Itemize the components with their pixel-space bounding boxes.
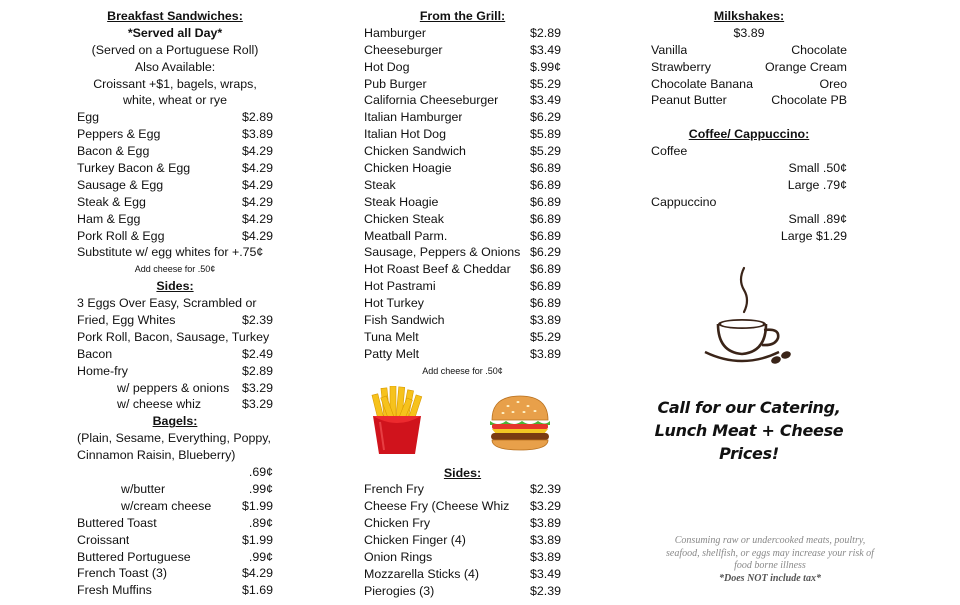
served-all-day: *Served all Day* xyxy=(127,25,223,40)
menu-item: Steak & Egg $4.29 xyxy=(77,194,273,209)
menu-item: Chicken Sandwich $5.29 xyxy=(364,144,561,159)
flavor-row: Vanilla Chocolate xyxy=(651,42,847,57)
menu-item: Italian Hamburger $6.29 xyxy=(364,110,561,125)
coffee-large: Large .79¢ xyxy=(787,177,847,192)
menu-item: Egg $2.89 xyxy=(77,110,273,125)
warning-line-1: Consuming raw or undercooked meats, poultry, xyxy=(674,535,866,546)
menu-item: Cheeseburger $3.49 xyxy=(364,42,561,57)
substitute-note: Substitute w/ egg whites for +.75¢ xyxy=(77,245,264,260)
flavor-row: Strawberry Orange Cream xyxy=(651,59,847,74)
menu-item: Chicken Steak $6.89 xyxy=(364,211,561,226)
bagels-title: Bagels: xyxy=(152,414,198,429)
menu-item: Mozzarella Sticks (4) $3.49 xyxy=(364,566,561,581)
catering-line-1: Call for our Catering, xyxy=(657,398,841,417)
menu-item: Fresh Muffins $1.69 xyxy=(77,583,273,598)
menu-item: French Toast (3) $4.29 xyxy=(77,566,273,581)
catering-line-3: Prices! xyxy=(719,444,779,463)
menu-item: Patty Melt $3.89 xyxy=(364,346,561,361)
bagel-types-1: (Plain, Sesame, Everything, Poppy, xyxy=(77,431,271,446)
menu-item: Chicken Finger (4) $3.89 xyxy=(364,533,561,548)
coffee-cup-icon xyxy=(702,266,798,374)
milkshakes-title: Milkshakes: xyxy=(713,9,785,23)
menu-item: Sausage & Egg $4.29 xyxy=(77,177,273,192)
menu-item: w/butter .99¢ xyxy=(121,481,273,496)
menu-item: Home-fry $2.89 xyxy=(77,363,273,378)
breakfast-title: Breakfast Sandwiches: xyxy=(107,9,243,23)
warning-line-3: food borne illness xyxy=(734,560,806,571)
add-cheese-note: Add cheese for .50¢ xyxy=(134,264,216,275)
breakfast-column xyxy=(77,8,273,599)
menu-item: Ham & Egg $4.29 xyxy=(77,211,273,226)
menu-item: Onion Rings $3.89 xyxy=(364,550,561,565)
coffee-label: Coffee xyxy=(651,144,688,159)
menu-item: .69¢ xyxy=(248,465,273,480)
tax-note: *Does NOT include tax* xyxy=(719,572,821,584)
cappuccino-label: Cappuccino xyxy=(651,194,717,209)
drinks-column xyxy=(651,8,847,244)
grill-title: From the Grill: xyxy=(419,9,506,23)
menu-item: Croissant $1.99 xyxy=(77,532,273,547)
food-illustrations xyxy=(364,380,561,465)
cappuccino-large: Large $1.29 xyxy=(780,228,847,243)
menu-item: Fish Sandwich $3.89 xyxy=(364,313,561,328)
menu-item: Fried, Egg Whites $2.39 xyxy=(77,313,273,328)
sides-title: Sides: xyxy=(443,465,482,480)
menu-item: Peppers & Egg $3.89 xyxy=(77,127,273,142)
add-cheese-note: Add cheese for .50¢ xyxy=(422,365,503,376)
menu-item: Hot Roast Beef & Cheddar $6.89 xyxy=(364,262,561,277)
menu-item: w/ cheese whiz $3.29 xyxy=(117,397,273,412)
warning-line-2: seafood, shellfish, or eggs may increase your risk of xyxy=(666,547,874,559)
milkshake-price: $3.89 xyxy=(733,25,765,40)
menu-item: Sausage, Peppers & Onions $6.29 xyxy=(364,245,561,260)
menu-item: w/ peppers & onions $3.29 xyxy=(117,380,273,395)
menu-item: Turkey Bacon & Egg $4.29 xyxy=(77,161,273,176)
flavor-row: Peanut Butter Chocolate PB xyxy=(651,93,847,108)
menu-item: Pierogies (3) $2.39 xyxy=(364,583,561,598)
flavor-row: Chocolate Banana Oreo xyxy=(651,76,847,91)
menu-item: California Cheeseburger $3.49 xyxy=(364,93,561,108)
menu-item: Hamburger $2.89 xyxy=(364,25,561,40)
menu-item: French Fry $2.39 xyxy=(364,482,561,497)
menu-item: Buttered Toast .89¢ xyxy=(77,515,273,530)
hamburger-icon xyxy=(488,394,552,452)
menu-item: Pub Burger $5.29 xyxy=(364,76,561,91)
menu-item: Cheese Fry (Cheese Whiz $3.29 xyxy=(364,499,561,514)
menu-item: Chicken Fry $3.89 xyxy=(364,516,561,531)
catering-callout xyxy=(651,396,847,465)
menu-item: Hot Pastrami $6.89 xyxy=(364,279,561,294)
roll-note: (Served on a Portuguese Roll) xyxy=(91,42,259,57)
menu-item: w/cream cheese $1.99 xyxy=(121,498,273,513)
menu-item: Chicken Hoagie $6.89 xyxy=(364,161,561,176)
also-available: Also Available: xyxy=(134,59,216,74)
eggs-line-1: 3 Eggs Over Easy, Scrambled or xyxy=(77,296,257,311)
menu-item: Steak $6.89 xyxy=(364,177,561,192)
bread-options-2: white, wheat or rye xyxy=(123,93,227,108)
catering-line-2: Lunch Meat + Cheese xyxy=(654,421,844,440)
food-safety-warning xyxy=(645,535,895,585)
menu-item: Tuna Melt $5.29 xyxy=(364,329,561,344)
sides-title: Sides: xyxy=(156,279,194,294)
menu-item: Bacon & Egg $4.29 xyxy=(77,144,273,159)
meats-line: Pork Roll, Bacon, Sausage, Turkey xyxy=(77,329,270,344)
menu-item: Bacon $2.49 xyxy=(77,346,273,361)
bagel-types-2: Cinnamon Raisin, Blueberry) xyxy=(77,448,236,463)
menu-item: Meatball Parm. $6.89 xyxy=(364,228,561,243)
bread-options-1: Croissant +$1, bagels, wraps, xyxy=(93,76,257,91)
menu-item: Hot Dog $.99¢ xyxy=(364,59,561,74)
menu-item: Pork Roll & Egg $4.29 xyxy=(77,228,273,243)
grill-column xyxy=(364,8,561,600)
menu-item: Italian Hot Dog $5.89 xyxy=(364,127,561,142)
menu-item: Steak Hoagie $6.89 xyxy=(364,194,561,209)
menu-item: Buttered Portuguese .99¢ xyxy=(77,549,273,564)
menu-item: Hot Turkey $6.89 xyxy=(364,296,561,311)
cappuccino-small: Small .89¢ xyxy=(788,211,847,226)
coffee-small: Small .50¢ xyxy=(788,161,847,176)
coffee-title: Coffee/ Cappuccino: xyxy=(688,127,810,142)
french-fries-icon xyxy=(368,386,426,456)
